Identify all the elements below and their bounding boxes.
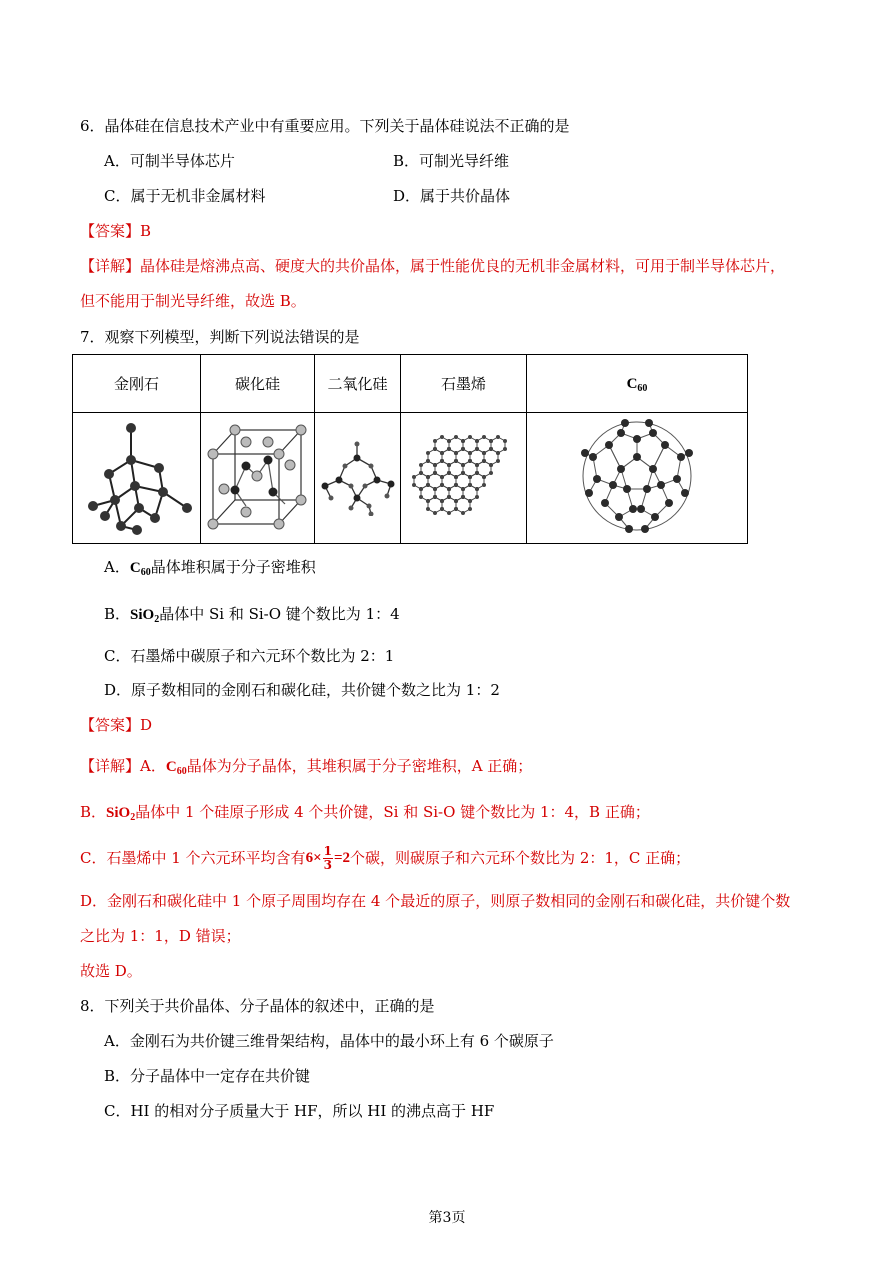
silicon-carbide-model-cell <box>201 413 315 544</box>
sio2-formula: SiO <box>130 607 155 623</box>
answer-tag: 【答案】 <box>80 222 141 240</box>
c60-formula: C <box>165 759 177 775</box>
q7-conclusion: 故选 D。 <box>80 962 142 980</box>
option-letter: B． <box>104 605 131 623</box>
header-graphene: 石墨烯 <box>401 355 527 413</box>
q7-option-d: D．原子数相同的金刚石和碳化硅，共价键个数之比为 1：2 <box>104 681 500 699</box>
detail-tag: 【详解】 <box>80 757 141 775</box>
q7-detail-d-line1: D．金刚石和碳化硅中 1 个原子周围均存在 4 个最近的原子，则原子数相同的金刚石和碳化硅，共价键个数 <box>80 892 791 910</box>
fraction-denominator: 3 <box>323 857 332 872</box>
sio2-formula: SiO <box>106 805 131 821</box>
detail-text: 晶体硅是熔沸点高、硬度大的共价晶体，属于性能优良的无机非金属材料，可用于制半导体芯片， <box>140 257 786 275</box>
q7-detail-d-line2: 之比为 1：1，D 错误； <box>80 927 241 945</box>
fraction-numerator: 1 <box>323 843 332 858</box>
q7-answer <box>80 715 152 735</box>
silicon-dioxide-model-icon <box>317 436 399 516</box>
q8-option-a: A．金刚石为共价键三维骨架结构，晶体中的最小环上有 6 个碳原子 <box>104 1032 554 1050</box>
q6-option-a: A．可制半导体芯片 <box>104 152 235 170</box>
c60-formula-sub: 60 <box>140 567 151 578</box>
sio2-formula-sub: 2 <box>154 614 160 625</box>
page-number: 第3页 <box>428 1210 466 1226</box>
detail-text: C．石墨烯中 1 个六元环平均含有 <box>80 849 306 867</box>
detail-text: 晶体为分子晶体，其堆积属于分子密堆积，A 正确； <box>186 757 533 775</box>
q7-detail-b <box>80 802 650 823</box>
answer-value: B <box>140 222 152 240</box>
c60-formula-sub: 60 <box>176 766 187 777</box>
c60-subscript: 60 <box>637 383 648 394</box>
q7-stem: 7．观察下列模型，判断下列说法错误的是 <box>80 328 360 346</box>
diamond-model-cell <box>73 413 201 544</box>
detail-letter: B． <box>80 803 107 821</box>
fraction-result: =2 <box>333 850 351 866</box>
q6-option-b: B．可制光导纤维 <box>393 152 510 170</box>
q7-detail-c <box>80 840 690 876</box>
q7-option-a <box>104 557 316 578</box>
c60-formula: C <box>129 560 141 576</box>
answer-tag: 【答案】 <box>80 716 141 734</box>
models-table <box>72 354 748 544</box>
q6-detail-line2: 但不能用于制光导纤维，故选 B。 <box>80 292 306 310</box>
option-text: 晶体堆积属于分子密堆积 <box>150 558 316 576</box>
header-silicon-dioxide: 二氧化硅 <box>315 355 401 413</box>
q8-option-c: C．HI 的相对分子质量大于 HF，所以 HI 的沸点高于 HF <box>104 1102 495 1120</box>
c60-model-cell <box>527 413 748 544</box>
detail-text-tail: 个碳，则碳原子和六元环个数比为 2：1，C 正确； <box>350 849 691 867</box>
q6-stem: 6．晶体硅在信息技术产业中有重要应用。下列关于晶体硅说法不正确的是 <box>80 117 570 135</box>
detail-tag: 【详解】 <box>80 257 141 275</box>
sio2-formula-sub: 2 <box>130 812 136 823</box>
q6-answer <box>80 221 151 241</box>
option-text: 晶体中 Si 和 Si-O 键个数比为 1：4 <box>159 605 400 623</box>
fraction-multiplier: 6× <box>305 850 322 866</box>
q6-detail-line1 <box>80 256 785 276</box>
q7-option-b <box>104 604 400 625</box>
graphene-model-cell <box>401 413 527 544</box>
detail-text: 晶体中 1 个硅原子形成 4 个共价键，Si 和 Si-O 键个数比为 1：4，B 正确； <box>135 803 650 821</box>
silicon-dioxide-model-cell <box>315 413 401 544</box>
q8-stem: 8．下列关于共价晶体、分子晶体的叙述中，正确的是 <box>80 997 435 1015</box>
detail-letter: A． <box>140 757 166 775</box>
c60-symbol: C <box>626 376 638 392</box>
q7-detail-a <box>80 756 532 777</box>
header-silicon-carbide: 碳化硅 <box>201 355 315 413</box>
diamond-model-icon <box>77 416 197 536</box>
q6-option-c: C．属于无机非金属材料 <box>104 187 266 205</box>
graphene-model-icon <box>406 431 521 521</box>
q7-option-c: C．石墨烯中碳原子和六元环个数比为 2：1 <box>104 647 395 665</box>
fullerene-model-icon <box>577 417 697 535</box>
silicon-carbide-model-icon <box>205 420 310 532</box>
header-diamond: 金刚石 <box>73 355 201 413</box>
q6-option-d: D．属于共价晶体 <box>393 187 511 205</box>
answer-value: D <box>140 716 153 734</box>
option-letter: A． <box>104 558 130 576</box>
header-c60 <box>527 355 748 413</box>
q8-option-b: B．分子晶体中一定存在共价键 <box>104 1067 311 1085</box>
fraction-one-third <box>323 845 333 872</box>
